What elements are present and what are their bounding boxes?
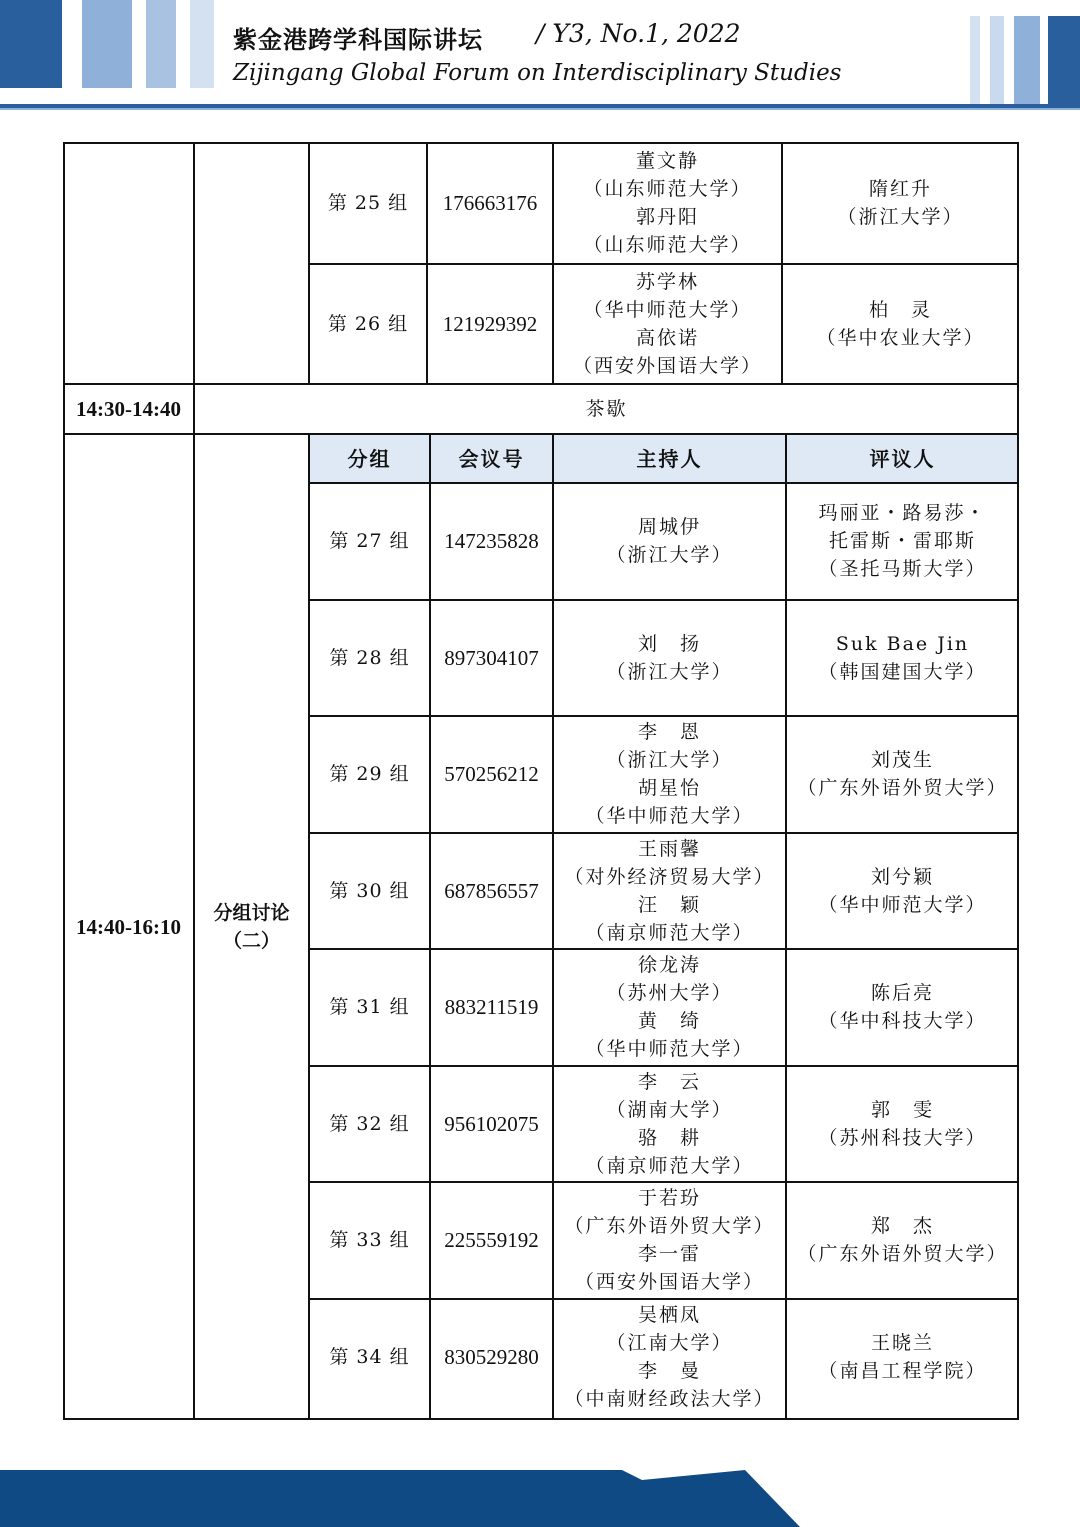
group-cell: 第 26 组 [327,313,409,335]
header-bar-mid [82,0,132,88]
table-border [552,434,554,1420]
reviewer-name: 郭 雯 [870,1098,934,1121]
column-header-reviewer: 评议人 [786,434,1019,483]
host-cell [553,716,786,833]
header-bar-right-3 [1014,16,1040,104]
reviewer-affiliation: （浙江大学） [837,206,964,228]
host-affiliation: （浙江大学） [606,544,733,567]
table-border [308,1181,1019,1183]
break-label: 茶歇 [585,398,628,420]
meeting-id-cell: 687856557 [444,878,539,903]
host-name: 黄 绮 [637,1010,701,1033]
header-bar-right-1 [970,16,980,104]
host-name: 高依诺 [635,327,699,349]
table-border [308,1065,1019,1067]
host-name: 于若玢 [637,1187,701,1210]
meeting-id-cell: 830529280 [444,1344,539,1369]
session-title [194,434,309,1420]
reviewer-cell [786,716,1019,833]
group-cell: 第 25 组 [327,192,409,214]
host-affiliation: （广东外语外贸大学） [564,1215,775,1238]
meeting-id-cell: 883211519 [444,995,539,1020]
column-header-meeting-id: 会议号 [430,434,553,483]
reviewer-cell [786,949,1019,1066]
header-bar-dark [0,0,62,88]
header-bar-pale [190,0,214,88]
header-bar-right-4 [1048,16,1080,104]
reviewer-name: 郑 杰 [870,1215,934,1238]
table-border [1017,142,1019,1420]
host-affiliation: （苏州大学） [606,982,733,1005]
header-bar-light [146,0,176,88]
reviewer-affiliation: 托雷斯・雷耶斯 [828,530,976,553]
table-border [63,383,1019,385]
reviewer-affiliation: （华中科技大学） [818,1010,987,1033]
host-cell [553,1182,786,1299]
reviewer-name: 隋红升 [868,178,932,200]
reviewer-name: 王晓兰 [870,1331,934,1354]
group-cell: 第 28 组 [329,646,410,669]
reviewer-affiliation: （韩国建国大学） [818,660,987,683]
table-border [785,434,787,1420]
table-border [63,142,65,1420]
reviewer-affiliation: （南昌工程学院） [818,1359,987,1382]
host-cell [553,949,786,1066]
reviewer-affiliation: （苏州科技大学） [818,1126,987,1149]
table-border [308,599,1019,601]
host-affiliation: （湖南大学） [606,1098,733,1121]
reviewer-cell [786,600,1019,717]
group-cell: 第 29 组 [329,763,410,786]
group-cell: 第 34 组 [329,1345,410,1368]
session-title-line: 分组讨论 [213,902,290,924]
host-affiliation: （南京师范大学） [585,1154,754,1177]
reviewer-cell [786,1066,1019,1183]
host-name: 王雨馨 [637,837,701,860]
group-cell: 第 33 组 [329,1229,410,1252]
host-name: 李 云 [637,1070,701,1093]
header-bar-right-2 [990,16,1004,104]
meeting-id-cell: 897304107 [444,645,539,670]
session-title-line: （二） [222,930,280,952]
footer-band [0,1470,800,1527]
reviewer-cell [786,1182,1019,1299]
break-time: 14:30-14:40 [76,397,181,421]
meeting-id-cell: 225559192 [444,1228,539,1253]
reviewer-affiliation: （广东外语外贸大学） [797,777,1008,800]
host-cell [553,1299,786,1416]
table-border [63,1418,1019,1420]
session-time: 14:40-16:10 [76,915,181,939]
host-cell [553,1066,786,1183]
host-name: 李一雷 [637,1243,701,1266]
host-name: 苏学林 [635,271,699,293]
group-cell: 第 30 组 [329,879,410,902]
table-border [429,434,431,1420]
table-border [63,142,1019,144]
table-border [308,263,1019,265]
host-affiliation: （华中师范大学） [585,1038,754,1061]
host-name: 徐龙涛 [637,954,701,977]
reviewer-cell [786,483,1019,600]
host-affiliation: （浙江大学） [606,660,733,683]
host-name: 胡星怡 [637,777,701,800]
host-cell [553,483,786,600]
journal-issue: / Y3, No.1, 2022 [536,19,741,48]
host-name: 骆 耕 [637,1126,701,1149]
table-border [63,433,1019,435]
table-border [193,434,195,1420]
host-name: 吴栖凤 [637,1303,701,1326]
host-affiliation: （浙江大学） [606,749,733,772]
host-affiliation: （华中师范大学） [583,299,752,321]
group-cell: 第 32 组 [329,1112,410,1135]
table-border [308,948,1019,950]
host-name: 周城伊 [637,516,701,539]
host-affiliation: （华中师范大学） [585,805,754,828]
group-cell: 第 31 组 [329,996,410,1019]
meeting-id-cell: 121929392 [442,312,538,336]
table-border [308,1298,1019,1300]
host-affiliation: （西安外国语大学） [572,355,762,377]
reviewer-name: Suk Bae Jin [835,632,970,655]
host-name: 李 恩 [637,721,701,744]
reviewer-affiliation: （华中农业大学） [816,327,985,349]
reviewer-cell [786,833,1019,950]
host-name: 董文静 [635,150,699,172]
host-affiliation: （山东师范大学） [583,178,752,200]
group-cell: 第 27 组 [329,530,410,553]
host-name: 汪 颖 [637,893,701,916]
reviewer-name: （圣托马斯大学） [818,558,987,581]
meeting-id-cell: 956102075 [444,1111,539,1136]
reviewer-name: 柏 灵 [868,299,932,321]
table-border [193,142,195,384]
header-rule-light [0,108,1080,110]
host-affiliation: （西安外国语大学） [574,1271,764,1294]
journal-title-en: Zijingang Global Forum on Interdisciplinary Studies [233,60,842,86]
column-header-host: 主持人 [553,434,786,483]
meeting-id-cell: 147235828 [444,529,539,554]
reviewer-affiliation: （华中师范大学） [818,893,987,916]
host-name: 李 曼 [637,1359,701,1382]
host-affiliation: （中南财经政法大学） [564,1387,775,1410]
host-cell [553,833,786,950]
reviewer-affiliation: （广东外语外贸大学） [797,1243,1008,1266]
reviewer-name: 刘茂生 [870,749,934,772]
host-affiliation: （南京师范大学） [585,921,754,944]
column-header-group: 分组 [309,434,430,483]
table-border [193,384,195,434]
host-affiliation: （江南大学） [606,1331,733,1354]
reviewer-cell [782,264,1019,384]
reviewer-name: 玛丽亚・路易莎・ [818,502,987,525]
table-border [308,832,1019,834]
reviewer-name: 刘兮颖 [870,865,934,888]
table-border [308,434,310,1420]
footer-decoration [0,1470,1080,1527]
reviewer-cell [782,142,1019,264]
host-name: 刘 扬 [637,632,701,655]
host-name: 郭丹阳 [635,206,699,228]
host-cell [553,600,786,717]
table-border [308,715,1019,717]
journal-title-cn: 紫金港跨学科国际讲坛 [233,26,483,54]
reviewer-name: 陈后亮 [870,982,934,1005]
reviewer-cell [786,1299,1019,1416]
meeting-id-cell: 176663176 [442,191,538,215]
table-border [308,482,1019,484]
host-cell [553,142,782,264]
host-cell [553,264,782,384]
schedule-table [63,142,1019,1420]
meeting-id-cell: 570256212 [444,762,539,787]
host-affiliation: （对外经济贸易大学） [564,865,775,888]
host-affiliation: （山东师范大学） [583,234,752,256]
